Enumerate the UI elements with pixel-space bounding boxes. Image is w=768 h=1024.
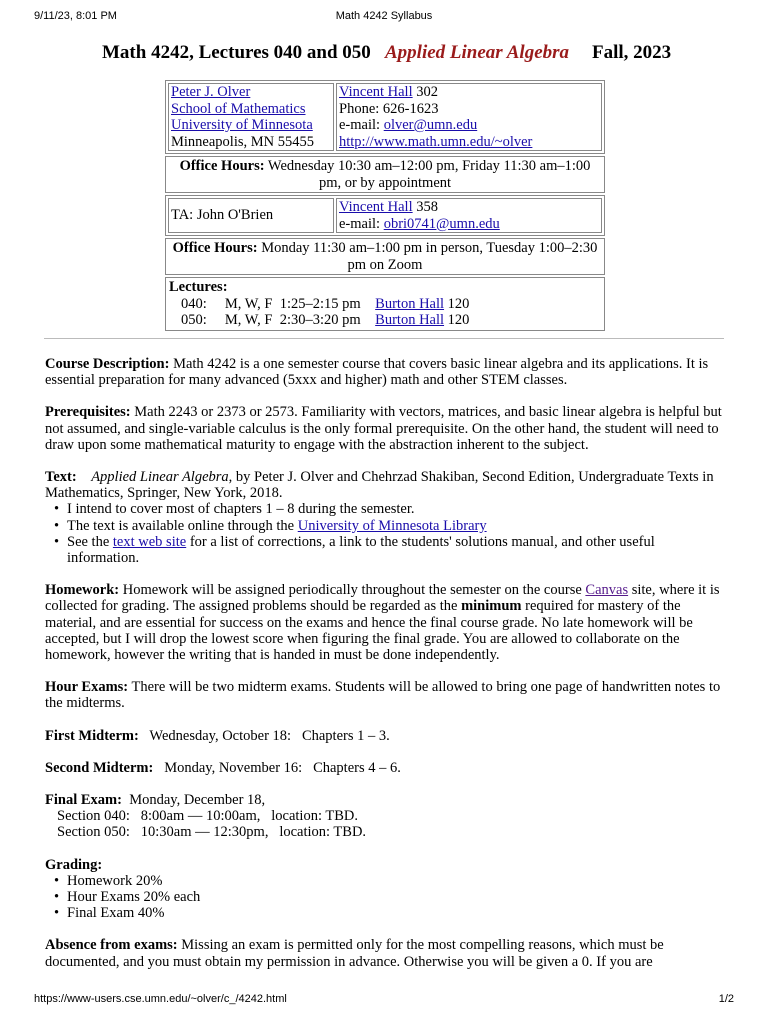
hour-exams bbox=[45, 679, 725, 711]
section-label: Grading: bbox=[45, 856, 103, 873]
print-page-number: 1/2 bbox=[718, 993, 734, 1005]
section-label: First Midterm: bbox=[45, 727, 139, 744]
emphasis: minimum bbox=[461, 598, 522, 615]
library-link[interactable]: University of Minnesota Library bbox=[297, 517, 487, 534]
office-hours-box bbox=[165, 156, 605, 193]
lecture-time: 050: M, W, F 2:30–3:20 pm bbox=[181, 312, 376, 328]
print-footer bbox=[0, 993, 768, 1009]
list-item: • Hour Exams 20% each bbox=[67, 889, 725, 905]
second-midterm bbox=[45, 760, 725, 776]
section-label: Course Description: bbox=[45, 356, 170, 372]
section-text: There will be two midterm exams. Students will be allowed to bring one page of handwritten notes to the midterms. bbox=[45, 679, 721, 712]
section-text: Monday, December 18, bbox=[121, 792, 266, 809]
lecture-room: 120 bbox=[444, 295, 470, 312]
page-title bbox=[0, 42, 768, 66]
list-item bbox=[67, 518, 725, 534]
lecture-room: 120 bbox=[444, 312, 470, 328]
prerequisites bbox=[45, 404, 725, 453]
canvas-link[interactable]: Canvas bbox=[585, 582, 629, 599]
lecture-time: 040: M, W, F 1:25–2:15 pm bbox=[181, 295, 376, 312]
office-hours-label: Office Hours: bbox=[179, 158, 265, 174]
absence-from-exams bbox=[45, 937, 725, 969]
instructor-name-link[interactable]: Peter J. Olver bbox=[171, 84, 251, 100]
textbook-title: Applied Linear Algebra bbox=[91, 469, 229, 486]
first-midterm bbox=[45, 728, 725, 744]
print-header bbox=[0, 10, 768, 26]
final-exam bbox=[45, 792, 725, 841]
instructor-city: Minneapolis, MN 55455 bbox=[171, 133, 314, 150]
instructor-email-label: e-mail: bbox=[339, 117, 384, 133]
instructor-address-cell bbox=[168, 83, 334, 151]
ta-contact-cell bbox=[336, 198, 602, 233]
instructor-website-link[interactable]: http://www.math.umn.edu/~olver bbox=[339, 133, 533, 150]
section-text: site, where it is collected for grading. The assigned problems should be regarded as the bbox=[45, 582, 720, 615]
section-text: Monday, November 16: Chapters 4 – 6. bbox=[153, 759, 401, 776]
university-link[interactable]: University of Minnesota bbox=[171, 117, 313, 133]
section-label: Second Midterm: bbox=[45, 759, 154, 776]
course-description bbox=[45, 356, 725, 388]
print-doc-title: Math 4242 Syllabus bbox=[335, 10, 433, 22]
title-subject: Applied Linear Algebra bbox=[385, 42, 570, 63]
lecture-room-link[interactable]: Burton Hall bbox=[375, 295, 445, 312]
item-text: for a list of corrections, a link to the students' solutions manual, and other useful information. bbox=[67, 533, 655, 567]
lecture-row-040 bbox=[169, 296, 469, 312]
item-text: See the bbox=[67, 533, 113, 550]
grading bbox=[45, 857, 725, 922]
section-text: required for mastery of the material, and are essential for success on the exams and hence the final course grade. No late homework will be accepted, but I will drop the lowest score when figuring the final grade. You are allowed to collaborate on the homework, however the writing that is handed in must be done independently. bbox=[45, 598, 693, 664]
info-box bbox=[165, 80, 605, 333]
lectures-box bbox=[165, 277, 605, 331]
section-text: , by Peter J. Olver and Chehrzad Shakiban, Second Edition, Undergraduate Texts in Mathematics, Springer, New York, 2018. bbox=[45, 469, 714, 502]
ta-office-room: 358 bbox=[412, 199, 438, 215]
ta-office-hours-label: Office Hours: bbox=[172, 240, 258, 256]
section-text: Wednesday, October 18: Chapters 1 – 3. bbox=[138, 727, 390, 744]
text-section bbox=[45, 469, 725, 566]
list-item bbox=[67, 534, 725, 566]
final-section-050: Section 050: 10:30am — 12:30pm, location: TBD. bbox=[57, 824, 367, 841]
instructor-office-link[interactable]: Vincent Hall bbox=[339, 84, 413, 100]
divider bbox=[44, 338, 724, 339]
ta-name-cell: TA: John O'Brien bbox=[168, 198, 334, 233]
section-text: Math 4242 is a one semester course that covers basic linear algebra and its applications. It is essential preparation for many advanced (5xxx and higher) math and other STEM classes. bbox=[45, 356, 709, 389]
final-section-040: Section 040: 8:00am — 10:00am, location: TBD. bbox=[57, 808, 358, 825]
ta-office-link[interactable]: Vincent Hall bbox=[339, 199, 413, 215]
office-hours-text: Wednesday 10:30 am–12:00 pm, Friday 11:30 am–1:00 pm, or by appointment bbox=[267, 158, 591, 191]
section-text: Missing an exam is permitted only for the most compelling reasons, which must be documented, and you must obtain my permission in advance. Otherwise you will be given a 0. If you are bbox=[45, 937, 664, 970]
grading-list bbox=[45, 873, 725, 922]
section-label: Homework: bbox=[45, 582, 120, 599]
section-label: Absence from exams: bbox=[45, 937, 178, 954]
instructor-contact-cell bbox=[336, 83, 602, 151]
ta-email-label: e-mail: bbox=[339, 215, 384, 232]
title-course: Math 4242, Lectures 040 and 050 bbox=[102, 42, 371, 63]
lecture-room-link[interactable]: Burton Hall bbox=[375, 312, 445, 328]
syllabus-body bbox=[45, 356, 725, 986]
ta-table bbox=[165, 195, 605, 236]
title-term: Fall, 2023 bbox=[592, 42, 672, 63]
section-text: Homework will be assigned periodically throughout the semester on the course bbox=[119, 582, 586, 599]
instructor-email-link[interactable]: olver@umn.edu bbox=[383, 117, 478, 133]
print-url: https://www-users.cse.umn.edu/~olver/c_/4242.html bbox=[34, 993, 287, 1005]
text-website-link[interactable]: text web site bbox=[112, 533, 187, 550]
text-bullets-wrap bbox=[45, 534, 725, 566]
section-label: Text: bbox=[45, 469, 77, 486]
list-item: • I intend to cover most of chapters 1 – 8 during the semester. bbox=[67, 501, 725, 517]
instructor-phone: Phone: 626-1623 bbox=[339, 100, 439, 117]
ta-office-hours-box bbox=[165, 238, 605, 275]
section-label: Prerequisites: bbox=[45, 404, 131, 421]
list-item: • Homework 20% bbox=[67, 873, 725, 889]
homework bbox=[45, 582, 725, 663]
item-text: The text is available online through the bbox=[67, 517, 298, 534]
print-datetime: 9/11/23, 8:01 PM bbox=[34, 10, 117, 22]
ta-email-link[interactable]: obri0741@umn.edu bbox=[383, 215, 500, 232]
list-item: • Final Exam 40% bbox=[67, 905, 725, 921]
lectures-label: Lectures: bbox=[169, 279, 228, 295]
section-label: Final Exam: bbox=[45, 792, 122, 809]
instructor-office-room: 302 bbox=[412, 84, 438, 100]
lecture-row-050 bbox=[169, 312, 469, 328]
ta-office-hours-text: Monday 11:30 am–1:00 pm in person, Tuesday 1:00–2:30 pm on Zoom bbox=[261, 240, 598, 273]
section-label: Hour Exams: bbox=[45, 679, 129, 696]
school-link[interactable]: School of Mathematics bbox=[171, 100, 306, 117]
text-bullets bbox=[45, 501, 725, 533]
section-text: Math 2243 or 2373 or 2573. Familiarity with vectors, matrices, and basic linear algebra is helpful but not assumed, and single-variable calculus is the only formal prerequisite. On the other hand, the student will need to draw upon some mathematical maturity to engage with the abstraction inherent to the subject. bbox=[45, 404, 722, 453]
instructor-table bbox=[165, 80, 605, 154]
